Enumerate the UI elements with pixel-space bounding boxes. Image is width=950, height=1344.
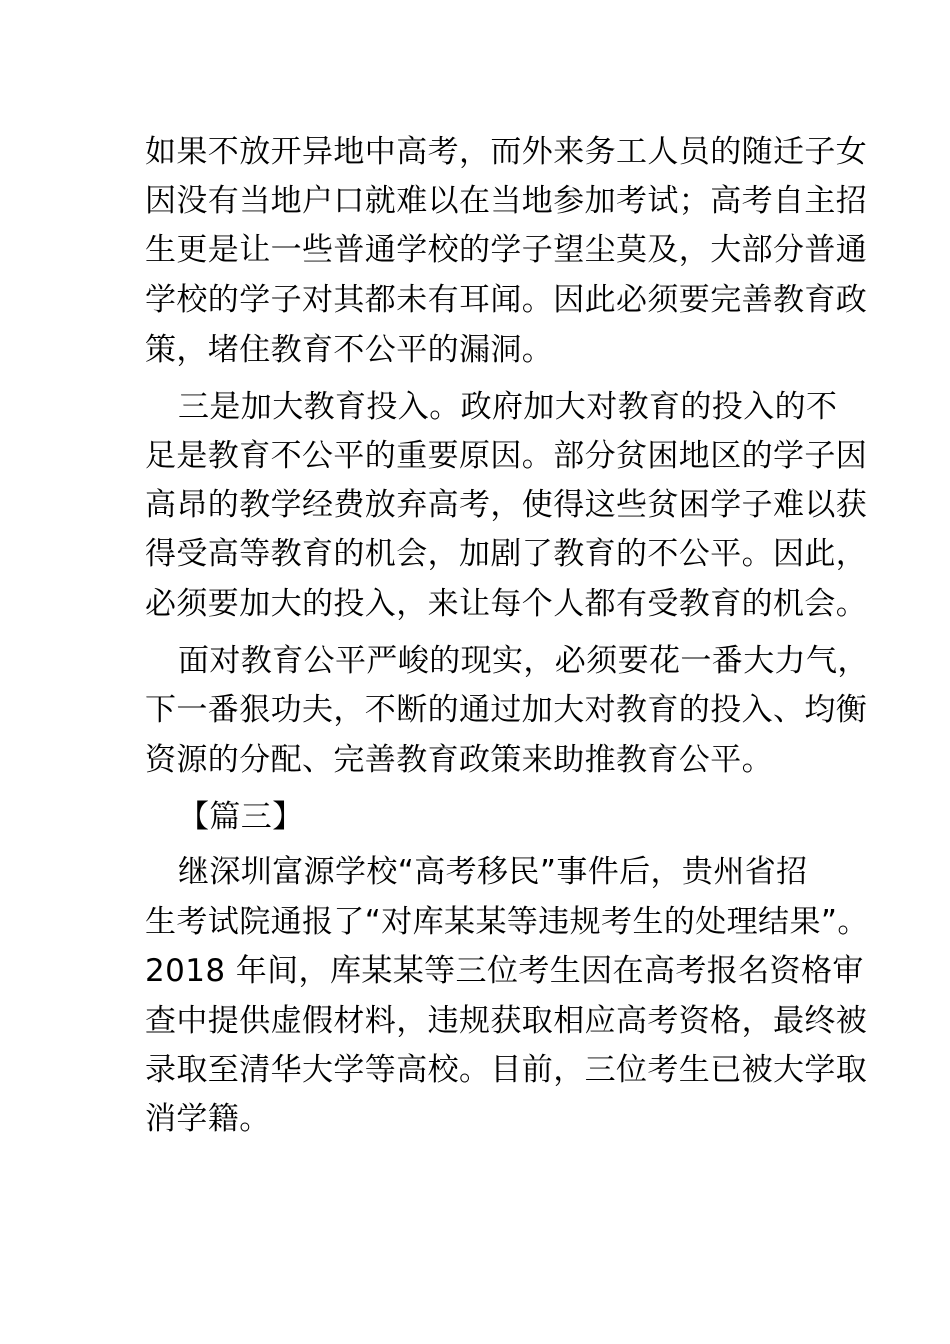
paragraph-line: 策，堵住教育不公平的漏洞。 (145, 332, 554, 368)
paragraph-line: 生考试院通报了“对库某某等违规考生的处理结果”。 (145, 904, 869, 940)
paragraph-line: 继深圳富源学校“高考移民”事件后，贵州省招 (178, 854, 808, 890)
paragraph-line: 高昂的教学经费放弃高考，使得这些贫困学子难以获 (145, 487, 868, 523)
paragraph-line: 查中提供虚假材料，违规获取相应高考资格，最终被 (145, 1003, 868, 1039)
paragraph-line: 生更是让一些普通学校的学子望尘莫及，大部分普通 (145, 232, 868, 268)
paragraph-line: 消学籍。 (145, 1101, 271, 1137)
paragraph-line: 学校的学子对其都未有耳闻。因此必须要完善教育政 (145, 282, 868, 318)
paragraph-line: 2018 年间，库某某等三位考生因在高考报名资格审 (145, 953, 864, 989)
paragraph-line: 三是加大教育投入。政府加大对教育的投入的不 (178, 389, 838, 425)
paragraph-line: 如果不放开异地中高考，而外来务工人员的随迁子女 (145, 134, 868, 170)
paragraph-line: 因没有当地户口就难以在当地参加考试；高考自主招 (145, 183, 868, 219)
paragraph-line: 足是教育不公平的重要原因。部分贫困地区的学子因 (145, 438, 868, 474)
paragraph-line: 得受高等教育的机会，加剧了教育的不公平。因此， (145, 536, 868, 572)
section-heading: 【篇三】 (178, 799, 304, 835)
paragraph-line: 必须要加大的投入，来让每个人都有受教育的机会。 (145, 586, 868, 622)
paragraph-line: 录取至清华大学等高校。目前，三位考生已被大学取 (145, 1052, 868, 1088)
paragraph-line: 面对教育公平严峻的现实，必须要花一番大力气， (178, 643, 869, 679)
paragraph-line: 资源的分配、完善教育政策来助推教育公平。 (145, 742, 773, 778)
paragraph-line: 下一番狠功夫，不断的通过加大对教育的投入、均衡 (145, 692, 868, 728)
